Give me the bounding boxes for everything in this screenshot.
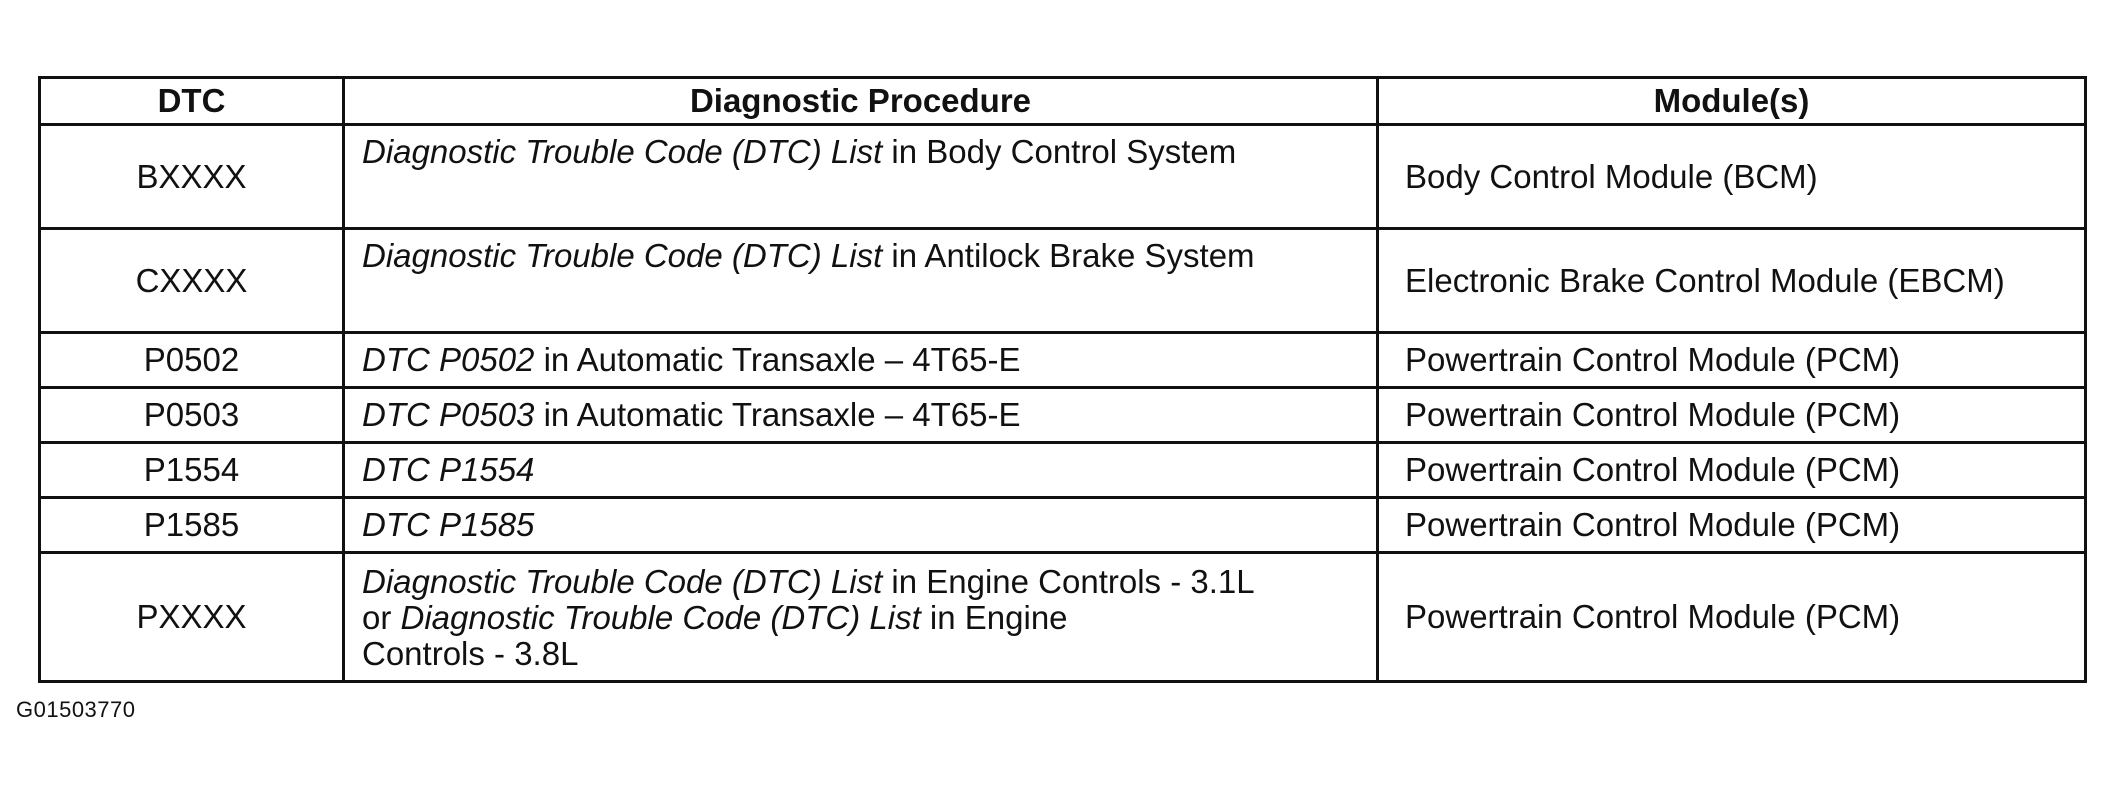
dtc-table <box>38 76 2087 683</box>
procedure-location-alt: in Engine <box>920 599 1068 636</box>
dtc-table-container <box>38 76 2084 683</box>
dtc-code: CXXXX <box>40 229 344 333</box>
module-name: Body Control Module (BCM) <box>1378 125 2086 229</box>
table-row <box>40 333 2086 388</box>
procedure-reference: DTC P1554 <box>362 451 535 488</box>
dtc-code: P0502 <box>40 333 344 388</box>
dtc-code: BXXXX <box>40 125 344 229</box>
module-name: Powertrain Control Module (PCM) <box>1378 498 2086 553</box>
diagnostic-procedure <box>344 443 1378 498</box>
procedure-reference: Diagnostic Trouble Code (DTC) List <box>362 133 883 170</box>
procedure-reference: DTC P1585 <box>362 506 535 543</box>
figure-code: G01503770 <box>16 697 136 722</box>
table-row <box>40 125 2086 229</box>
diagnostic-procedure <box>344 498 1378 553</box>
table-row <box>40 388 2086 443</box>
diagnostic-procedure <box>344 229 1378 333</box>
diagnostic-procedure <box>344 388 1378 443</box>
procedure-reference: Diagnostic Trouble Code (DTC) List <box>362 237 883 274</box>
procedure-location: in Automatic Transaxle – 4T65-E <box>534 341 1021 378</box>
procedure-location: in Engine Controls - 3.1L <box>882 563 1255 600</box>
table-row <box>40 229 2086 333</box>
module-name: Powertrain Control Module (PCM) <box>1378 333 2086 388</box>
header-diagnostic-procedure: Diagnostic Procedure <box>344 78 1378 125</box>
header-dtc: DTC <box>40 78 344 125</box>
table-row <box>40 553 2086 682</box>
module-name: Electronic Brake Control Module (EBCM) <box>1378 229 2086 333</box>
dtc-code: P0503 <box>40 388 344 443</box>
table-row <box>40 498 2086 553</box>
table-row <box>40 443 2086 498</box>
procedure-connector: or <box>362 599 401 636</box>
module-name: Powertrain Control Module (PCM) <box>1378 443 2086 498</box>
procedure-reference-alt: Diagnostic Trouble Code (DTC) List <box>400 599 921 636</box>
header-modules: Module(s) <box>1378 78 2086 125</box>
procedure-location: in Antilock Brake System <box>882 237 1255 274</box>
table-header-row <box>40 78 2086 125</box>
dtc-code: PXXXX <box>40 553 344 682</box>
dtc-code: P1585 <box>40 498 344 553</box>
diagnostic-procedure <box>344 125 1378 229</box>
procedure-location-alt-cont: Controls - 3.8L <box>362 635 579 672</box>
procedure-reference: DTC P0502 <box>362 341 535 378</box>
procedure-reference: DTC P0503 <box>362 396 535 433</box>
module-name: Powertrain Control Module (PCM) <box>1378 388 2086 443</box>
module-name: Powertrain Control Module (PCM) <box>1378 553 2086 682</box>
dtc-code: P1554 <box>40 443 344 498</box>
procedure-reference: Diagnostic Trouble Code (DTC) List <box>362 563 883 600</box>
diagnostic-procedure <box>344 553 1378 682</box>
procedure-location: in Automatic Transaxle – 4T65-E <box>534 396 1021 433</box>
procedure-location: in Body Control System <box>882 133 1237 170</box>
diagnostic-procedure <box>344 333 1378 388</box>
